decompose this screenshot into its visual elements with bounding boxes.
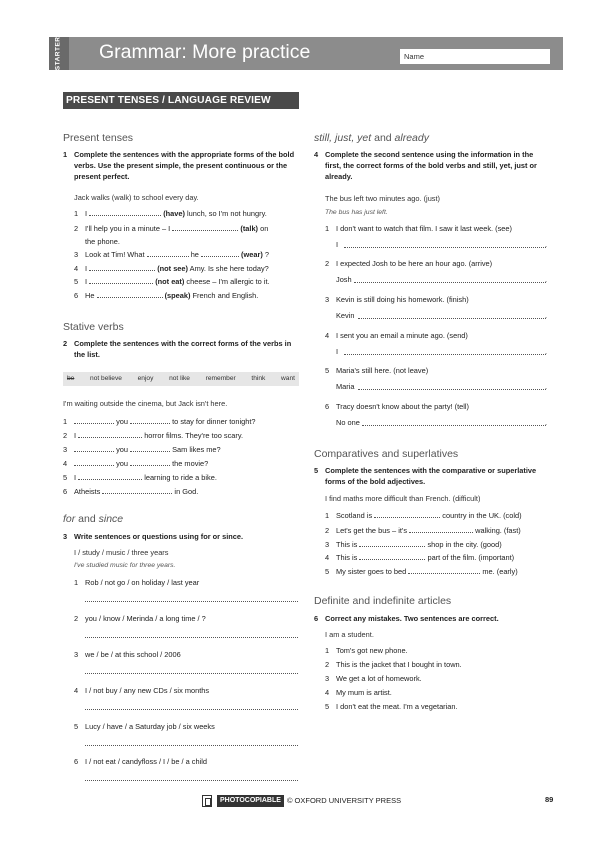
item-number: 4: [63, 459, 68, 468]
answer-line[interactable]: [85, 601, 298, 602]
item-prompt: you / know / Merinda / a long time / ?: [85, 614, 206, 623]
item-prompt: Maria's still here. (not leave): [336, 366, 429, 375]
item-sentence: This is the jacket that I bought in town.: [336, 660, 462, 669]
exercise-6-item: [325, 660, 462, 670]
section-title: Stative verbs: [63, 321, 124, 333]
item-text: learning to ride a bike.: [144, 473, 217, 482]
item-prompt: I sent you an email a minute ago. (send): [336, 331, 468, 340]
blank-field[interactable]: [74, 445, 114, 452]
item-prompt: I / not eat / candyfloss / I / be / a child: [85, 757, 208, 766]
answer-line[interactable]: [85, 673, 298, 674]
answer-line[interactable]: [85, 780, 298, 781]
item-number: 6: [325, 402, 330, 411]
bold-verb: (not eat): [155, 277, 185, 286]
example-answer: The bus has just left.: [325, 209, 388, 216]
exercise-5-item: [325, 511, 522, 521]
section-title-part: still, just, yet: [314, 132, 372, 144]
blank-field[interactable]: [408, 567, 480, 574]
item-text: I: [85, 209, 88, 218]
exercise-5-item: [325, 540, 502, 550]
footer: [202, 795, 401, 807]
item-text: lunch, so I'm not hungry.: [187, 209, 267, 218]
item-text: Let's get the bus – it's: [336, 526, 408, 535]
answer-start-text: Josh: [336, 275, 352, 284]
exercise-1-item: [74, 209, 267, 219]
example-answer: I've studied music for three years.: [74, 562, 176, 569]
item-text: walking. (fast): [475, 526, 521, 535]
exercise-instruction: Complete the sentences with the appropriate forms of the bold verbs. Use the present simple, the present continuous or the present perfect.: [74, 150, 295, 182]
item-text: I: [74, 473, 77, 482]
item-number: 1: [74, 578, 79, 587]
item-text: Look at Tim! What: [85, 250, 145, 259]
example: I'm waiting outside the cinema, but Jack isn't here.: [63, 399, 228, 408]
item-text: part of the film. (important): [427, 553, 515, 562]
item-prompt: Rob / not go / on holiday / last year: [85, 578, 200, 587]
answer-line[interactable]: [85, 745, 298, 746]
item-number: 6: [74, 291, 79, 300]
answer-start: [336, 347, 338, 357]
item-number: 6: [74, 757, 79, 766]
exercise-3-item: [74, 757, 207, 767]
exercise-1-item: [74, 250, 269, 260]
answer-start: [336, 311, 355, 321]
blank-field[interactable]: [130, 417, 170, 424]
answer-start: [336, 240, 338, 250]
exercise-3-item: [74, 650, 181, 660]
answer-start-text: No one: [336, 418, 360, 427]
copyright-text: © OXFORD UNIVERSITY PRESS: [286, 795, 402, 805]
item-text: Amy. Is she here today?: [189, 264, 269, 273]
exercise-number: 1: [63, 150, 68, 159]
answer-line[interactable]: [358, 318, 546, 319]
exercise-instruction: Complete the second sentence using the information in the first, the correct forms of the bold verbs and still, yet, just or already.: [325, 150, 537, 182]
example-sentence: [325, 630, 374, 640]
exercise-4-item: [325, 259, 492, 269]
item-text: you: [116, 445, 128, 454]
example: I find maths more difficult than French. (difficult): [325, 494, 481, 503]
blank-field[interactable]: [409, 526, 473, 533]
section-title-part: since: [98, 513, 124, 525]
word-list-item: not like: [169, 374, 190, 382]
answer-line[interactable]: [344, 354, 546, 355]
item-text: French and English.: [192, 291, 259, 300]
item-text: you: [116, 459, 128, 468]
section-title: Definite and indefinite articles: [314, 595, 452, 607]
blank-field[interactable]: [130, 445, 170, 452]
item-text: I'll help you in a minute – I: [85, 224, 171, 233]
exercise-3-instruction: [63, 531, 301, 542]
item-sentence: Tom's got new phone.: [336, 646, 408, 655]
page-number: 89: [545, 795, 554, 804]
answer-start-text: I: [336, 240, 339, 249]
blank-field[interactable]: [172, 224, 238, 231]
exercise-number: 3: [63, 532, 68, 541]
answer-line[interactable]: [358, 389, 546, 390]
example: I am a student.: [325, 630, 374, 639]
item-text: My sister goes to bed: [336, 567, 407, 576]
blank-field[interactable]: [89, 264, 155, 271]
exercise-2-item: [63, 417, 256, 427]
exercise-instruction: Complete the sentences with the correct forms of the verbs in the list.: [74, 339, 292, 360]
item-number: 5: [325, 567, 330, 576]
exercise-instruction: Complete the sentences with the comparative or superlative forms of the bold adjectives.: [325, 466, 537, 487]
blank-field[interactable]: [130, 459, 170, 466]
name-label: Name: [404, 52, 425, 61]
example-sentence: [74, 193, 199, 203]
item-number: 2: [325, 259, 330, 268]
bold-verb: (speak): [164, 291, 191, 300]
section-title-part: for: [63, 513, 76, 525]
present-tenses-heading: [63, 131, 133, 145]
item-text: in God.: [174, 487, 199, 496]
answer-line[interactable]: [85, 637, 298, 638]
answer-end-dot: .: [545, 418, 548, 427]
item-sentence: I don't eat the meat. I'm a vegetarian.: [336, 702, 458, 711]
item-number: 2: [63, 431, 68, 440]
item-prompt: Tracy doesn't know about the party! (tell): [336, 402, 469, 411]
word-list-box: [63, 372, 299, 386]
exercise-6-item: [325, 702, 458, 712]
section-banner: PRESENT TENSES / LANGUAGE REVIEW: [63, 92, 299, 109]
exercise-4-item: [325, 224, 512, 234]
exercise-5-item: [325, 526, 521, 536]
exercise-4-instruction: [314, 149, 550, 182]
item-text: the phone.: [85, 237, 120, 246]
item-number: 5: [325, 366, 330, 375]
item-number: 2: [325, 660, 330, 669]
item-text: I: [74, 431, 77, 440]
exercise-2-item: [63, 487, 198, 497]
exercise-4-item: [325, 295, 469, 305]
section-title-part: and: [371, 132, 395, 144]
example: The bus left two minutes ago. (just): [325, 194, 441, 203]
exercise-number: 6: [314, 614, 319, 623]
blank-field[interactable]: [74, 417, 114, 424]
example: I / study / music / three years: [74, 548, 169, 557]
item-number: 1: [325, 224, 330, 233]
blank-field[interactable]: [359, 540, 425, 547]
item-text: me. (early): [482, 567, 518, 576]
starter-tab: [49, 37, 69, 70]
item-number: 1: [325, 646, 330, 655]
example-answer: [74, 561, 175, 570]
example: Jack walks (walk) to school every day.: [74, 193, 199, 202]
item-number: 2: [74, 224, 79, 233]
item-text: on: [260, 224, 269, 233]
starter-label: STARTER: [54, 36, 62, 71]
exercise-2-item: [63, 473, 217, 483]
item-number: 3: [325, 295, 330, 304]
exercise-6-item: [325, 688, 392, 698]
exercise-4-item: [325, 402, 469, 412]
answer-line[interactable]: [344, 247, 546, 248]
item-number: 3: [74, 650, 79, 659]
comparatives-heading: [314, 447, 458, 461]
blank-field[interactable]: [78, 473, 142, 480]
exercise-2-instruction: [63, 338, 301, 360]
bold-verb: (talk): [240, 224, 259, 233]
blank-field[interactable]: [89, 277, 153, 284]
item-number: 4: [325, 331, 330, 340]
still-just-yet-heading: [314, 131, 429, 145]
page-header: [49, 37, 563, 70]
item-number: 1: [325, 511, 330, 520]
item-number: 3: [74, 250, 79, 259]
exercise-6-item: [325, 674, 422, 684]
item-number: 2: [74, 614, 79, 623]
exercise-3-item: [74, 578, 199, 588]
item-sentence: We get a lot of homework.: [336, 674, 422, 683]
exercise-1-item: [74, 277, 270, 287]
blank-field[interactable]: [147, 250, 189, 257]
answer-start: [336, 382, 354, 392]
exercise-2-item: [63, 459, 208, 469]
stative-verbs-heading: [63, 320, 124, 334]
item-text: shop in the city. (good): [427, 540, 502, 549]
answer-end-dot: .: [545, 275, 548, 284]
exercise-1-item: [74, 224, 268, 234]
exercise-number: 5: [314, 466, 319, 475]
blank-field[interactable]: [89, 209, 161, 216]
exercise-instruction: Write sentences or questions using for or since.: [74, 532, 244, 541]
item-number: 5: [74, 722, 79, 731]
exercise-3-item: [74, 686, 209, 696]
item-text: the movie?: [172, 459, 209, 468]
articles-heading: [314, 594, 451, 608]
section-title: Present tenses: [63, 132, 134, 144]
answer-end-dot: .: [545, 382, 548, 391]
answer-start: [336, 275, 352, 285]
item-text: horror films. They're too scary.: [144, 431, 244, 440]
answer-line[interactable]: [362, 425, 546, 426]
answer-start-text: I: [336, 347, 339, 356]
answer-start-text: Kevin: [336, 311, 355, 320]
word-list-item: want: [281, 374, 295, 382]
answer-line[interactable]: [354, 282, 546, 283]
answer-end-dot: .: [545, 240, 548, 249]
blank-field[interactable]: [102, 487, 172, 494]
word-list-item: enjoy: [137, 374, 154, 382]
exercise-4-item: [325, 331, 468, 341]
item-text: Scotland is: [336, 511, 373, 520]
section-title-part: and: [75, 513, 99, 525]
exercise-1-item: [74, 264, 269, 274]
exercise-6-instruction: [314, 613, 550, 624]
item-number: 5: [325, 702, 330, 711]
exercise-5-instruction: [314, 465, 550, 487]
item-number: 4: [74, 264, 79, 273]
exercise-number: 4: [314, 150, 319, 159]
section-title: Comparatives and superlatives: [314, 448, 459, 460]
example-sentence: [63, 399, 227, 409]
photocopy-icon: [202, 795, 212, 807]
bold-verb: (not see): [157, 264, 188, 273]
example-answer: [325, 208, 388, 217]
item-prompt: we / be / at this school / 2006: [85, 650, 181, 659]
answer-line[interactable]: [85, 709, 298, 710]
exercise-2-item: [63, 431, 243, 441]
example-sentence: [325, 194, 440, 204]
section-title-part: already: [394, 132, 429, 144]
for-since-heading: [63, 512, 123, 526]
word-list-item: not believe: [90, 374, 122, 382]
item-number: 1: [74, 209, 79, 218]
blank-field[interactable]: [359, 553, 425, 560]
item-text: I: [85, 277, 88, 286]
item-prompt: I / not buy / any new CDs / six months: [85, 686, 210, 695]
item-prompt: I expected Josh to be here an hour ago. (arrive): [336, 259, 493, 268]
item-text: country in the UK. (cold): [442, 511, 522, 520]
item-number: 5: [63, 473, 68, 482]
exercise-number: 2: [63, 339, 68, 348]
item-number: 4: [325, 553, 330, 562]
item-text: This is: [336, 553, 358, 562]
exercise-6-item: [325, 646, 408, 656]
item-text: ?: [264, 250, 270, 259]
item-text: cheese – I'm allergic to it.: [186, 277, 270, 286]
exercise-3-item: [74, 722, 215, 732]
page-title: Grammar: More practice: [99, 41, 311, 63]
name-field[interactable]: [400, 49, 550, 64]
item-prompt: I don't want to watch that film. I saw it last week. (see): [336, 224, 512, 233]
example-prompt: [74, 548, 168, 558]
item-number: 4: [325, 688, 330, 697]
exercise-2-item: [63, 445, 221, 455]
exercise-5-item: [325, 567, 518, 577]
exercise-1-instruction: [63, 149, 301, 182]
item-text: to stay for dinner tonight?: [172, 417, 256, 426]
example-sentence: [325, 494, 480, 504]
item-text: you: [116, 417, 128, 426]
answer-start-text: Maria: [336, 382, 355, 391]
word-list-item: be: [67, 374, 75, 382]
exercise-3-item: [74, 614, 206, 624]
word-list-item: think: [251, 374, 266, 382]
item-number: 3: [63, 445, 68, 454]
blank-field[interactable]: [201, 250, 239, 257]
exercise-1-item: [74, 237, 120, 247]
item-number: 3: [325, 540, 330, 549]
item-prompt: Lucy / have / a Saturday job / six weeks: [85, 722, 215, 731]
blank-field[interactable]: [78, 431, 142, 438]
word-list-item: remember: [205, 374, 236, 382]
blank-field[interactable]: [374, 511, 440, 518]
item-text: Atheists: [74, 487, 101, 496]
bold-verb: (wear): [241, 250, 263, 259]
item-number: 4: [74, 686, 79, 695]
item-number: 2: [325, 526, 330, 535]
item-number: 5: [74, 277, 79, 286]
answer-start: [336, 418, 360, 428]
answer-end-dot: .: [545, 347, 548, 356]
item-text: I: [85, 264, 88, 273]
answer-end-dot: .: [545, 311, 548, 320]
exercise-5-item: [325, 553, 514, 563]
item-sentence: My mum is artist.: [336, 688, 392, 697]
bold-verb: (have): [163, 209, 185, 218]
item-text: Sam likes me?: [172, 445, 221, 454]
item-text: This is: [336, 540, 358, 549]
item-number: 1: [63, 417, 68, 426]
exercise-1-item: [74, 291, 258, 301]
exercise-instruction: Correct any mistakes. Two sentences are correct.: [325, 614, 499, 623]
photocopiable-label: PHOTOCOPIABLE: [217, 795, 284, 806]
blank-field[interactable]: [74, 459, 114, 466]
item-number: 6: [63, 487, 68, 496]
exercise-4-item: [325, 366, 428, 376]
item-number: 3: [325, 674, 330, 683]
blank-field[interactable]: [97, 291, 163, 298]
item-text: he: [190, 250, 199, 259]
item-text: He: [85, 291, 95, 300]
item-prompt: Kevin is still doing his homework. (finish): [336, 295, 469, 304]
